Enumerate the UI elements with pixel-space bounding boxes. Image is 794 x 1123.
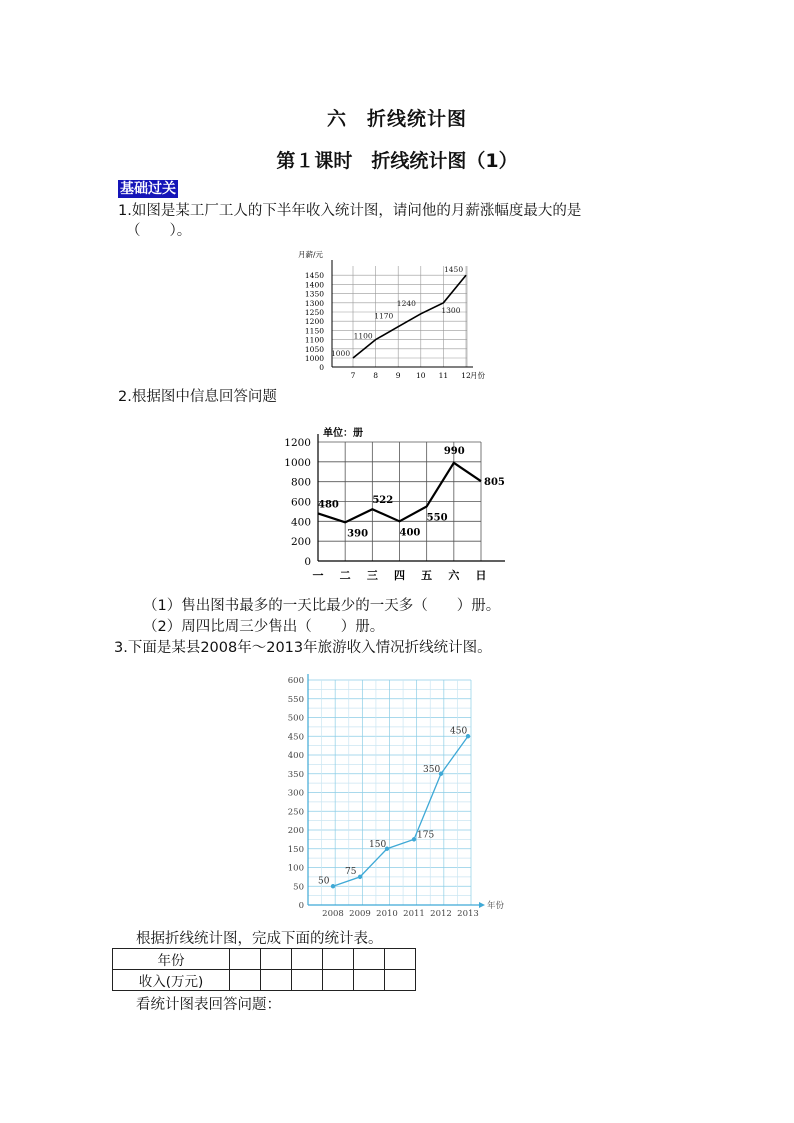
x-tick-label: 10	[416, 371, 426, 380]
q3-instruction: 根据折线统计图，完成下面的统计表。	[136, 931, 383, 947]
unit-title: 六 折线统计图	[326, 108, 467, 130]
data-label: 350	[423, 764, 441, 775]
y-tick-label: 250	[287, 807, 304, 818]
data-label: 400	[399, 527, 421, 539]
y-axis-label: 月薪/元	[298, 250, 324, 259]
q1-answer-blank: （ ）。	[126, 223, 192, 239]
data-label: 805	[484, 477, 505, 489]
q3-text: 3.下面是某县2008年～2013年旅游收入情况折线统计图。	[114, 640, 492, 656]
x-axis-label: 年份	[487, 901, 505, 911]
y-tick-label: 550	[287, 694, 304, 705]
y-tick-label: 450	[287, 732, 304, 743]
y-tick-label: 0	[298, 901, 304, 911]
y-tick-label: 1000	[284, 456, 311, 469]
q2-sub1: （1）售出图书最多的一天比最少的一天多（ ）册。	[143, 598, 501, 614]
data-label: 175	[417, 830, 435, 841]
y-tick-label: 1050	[304, 344, 324, 354]
q2-sub2: （2）周四比周三少售出（ ）册。	[143, 619, 385, 635]
y-axis-label: 单位：册	[323, 428, 363, 439]
y-tick-label: 150	[287, 844, 304, 855]
y-tick-label: 1450	[304, 271, 324, 281]
data-point	[331, 884, 335, 888]
y-tick-label: 1250	[304, 308, 324, 317]
table-cell[interactable]	[385, 949, 416, 970]
data-label: 990	[443, 445, 465, 457]
y-tick-label: 100	[287, 863, 304, 874]
x-tick-label: 日	[475, 569, 487, 582]
x-tick-label: 8	[373, 371, 378, 380]
y-tick-label: 300	[287, 788, 304, 799]
y-tick-label: 0	[319, 363, 324, 372]
x-axis-arrow	[479, 902, 485, 908]
data-point	[358, 875, 362, 879]
x-tick-label: 2012	[430, 909, 452, 919]
y-tick-label: 0	[304, 556, 311, 568]
x-tick-label: 2010	[376, 909, 398, 919]
table-cell[interactable]	[230, 970, 261, 991]
data-label: 75	[345, 866, 357, 877]
stat-table	[112, 948, 416, 991]
table-cell[interactable]	[230, 949, 261, 970]
x-tick-label: 11	[438, 371, 449, 380]
x-tick-label: 一	[312, 569, 324, 582]
table-cell[interactable]	[354, 949, 385, 970]
y-tick-label: 500	[287, 713, 304, 724]
x-axis-label: 月份	[470, 371, 485, 380]
data-point	[412, 837, 416, 841]
y-tick-label: 1200	[304, 317, 324, 327]
table-header-year: 年份	[113, 949, 230, 970]
data-label: 450	[450, 726, 468, 737]
table-row	[113, 970, 416, 991]
salary-line-chart	[290, 246, 500, 384]
section-badge: 基础过关	[120, 181, 176, 197]
y-tick-label: 400	[287, 751, 304, 761]
table-cell[interactable]	[385, 970, 416, 991]
x-tick-label: 9	[395, 371, 401, 380]
x-tick-label: 2009	[349, 909, 371, 919]
data-label: 480	[318, 499, 339, 511]
y-tick-label: 400	[290, 516, 311, 529]
data-label: 1300	[441, 305, 461, 315]
data-label: 1170	[374, 311, 394, 321]
y-tick-label: 600	[290, 496, 311, 509]
data-label: 390	[347, 528, 369, 540]
table-cell[interactable]	[261, 949, 292, 970]
y-tick-label: 800	[290, 476, 311, 489]
table-cell[interactable]	[292, 970, 323, 991]
x-tick-label: 2011	[403, 909, 425, 919]
q2-text: 2.根据图中信息回答问题	[118, 389, 277, 405]
table-cell[interactable]	[261, 970, 292, 991]
q1-text: 1.如图是某工厂工人的下半年收入统计图，请问他的月薪涨幅度最大的是	[118, 203, 582, 219]
series-line	[353, 275, 466, 358]
lesson-title: 第１课时 折线统计图（1）	[276, 150, 518, 172]
y-tick-label: 1350	[304, 289, 324, 299]
x-tick-label: 四	[394, 569, 405, 582]
table-cell[interactable]	[354, 970, 385, 991]
data-label: 1240	[396, 298, 416, 308]
y-tick-label: 1300	[304, 298, 324, 308]
data-label: 1450	[444, 265, 464, 275]
table-cell[interactable]	[323, 949, 354, 970]
y-tick-label: 1150	[304, 326, 324, 336]
tourism-income-line-chart	[280, 665, 510, 920]
table-row	[113, 949, 416, 970]
x-tick-label: 五	[421, 569, 433, 582]
x-tick-label: 六	[448, 569, 460, 582]
table-cell[interactable]	[323, 970, 354, 991]
data-label: 1100	[353, 331, 373, 341]
books-sold-line-chart	[282, 420, 512, 585]
q3-followup: 看统计图表回答问题：	[136, 997, 281, 1013]
data-label: 50	[318, 876, 330, 887]
x-tick-label: 7	[350, 371, 356, 380]
y-tick-label: 350	[287, 769, 304, 780]
y-tick-label: 200	[290, 536, 311, 549]
y-tick-label: 1400	[304, 280, 324, 290]
x-tick-label: 二	[339, 569, 351, 582]
y-tick-label: 1100	[304, 335, 324, 345]
data-label: 1000	[331, 349, 351, 358]
x-tick-label: 三	[366, 569, 378, 582]
x-tick-label: 2013	[457, 909, 479, 919]
data-label: 522	[372, 495, 394, 507]
y-tick-label: 600	[287, 676, 304, 686]
y-tick-label: 1200	[284, 437, 311, 449]
y-tick-label: 1000	[304, 354, 324, 363]
y-tick-label: 50	[293, 882, 304, 893]
table-header-income: 收入(万元)	[113, 970, 230, 991]
data-label: 150	[369, 839, 387, 850]
x-tick-label: 12	[461, 371, 471, 380]
table-cell[interactable]	[292, 949, 323, 970]
data-label: 550	[426, 512, 448, 524]
x-tick-label: 2008	[322, 909, 344, 919]
y-tick-label: 200	[287, 826, 304, 836]
